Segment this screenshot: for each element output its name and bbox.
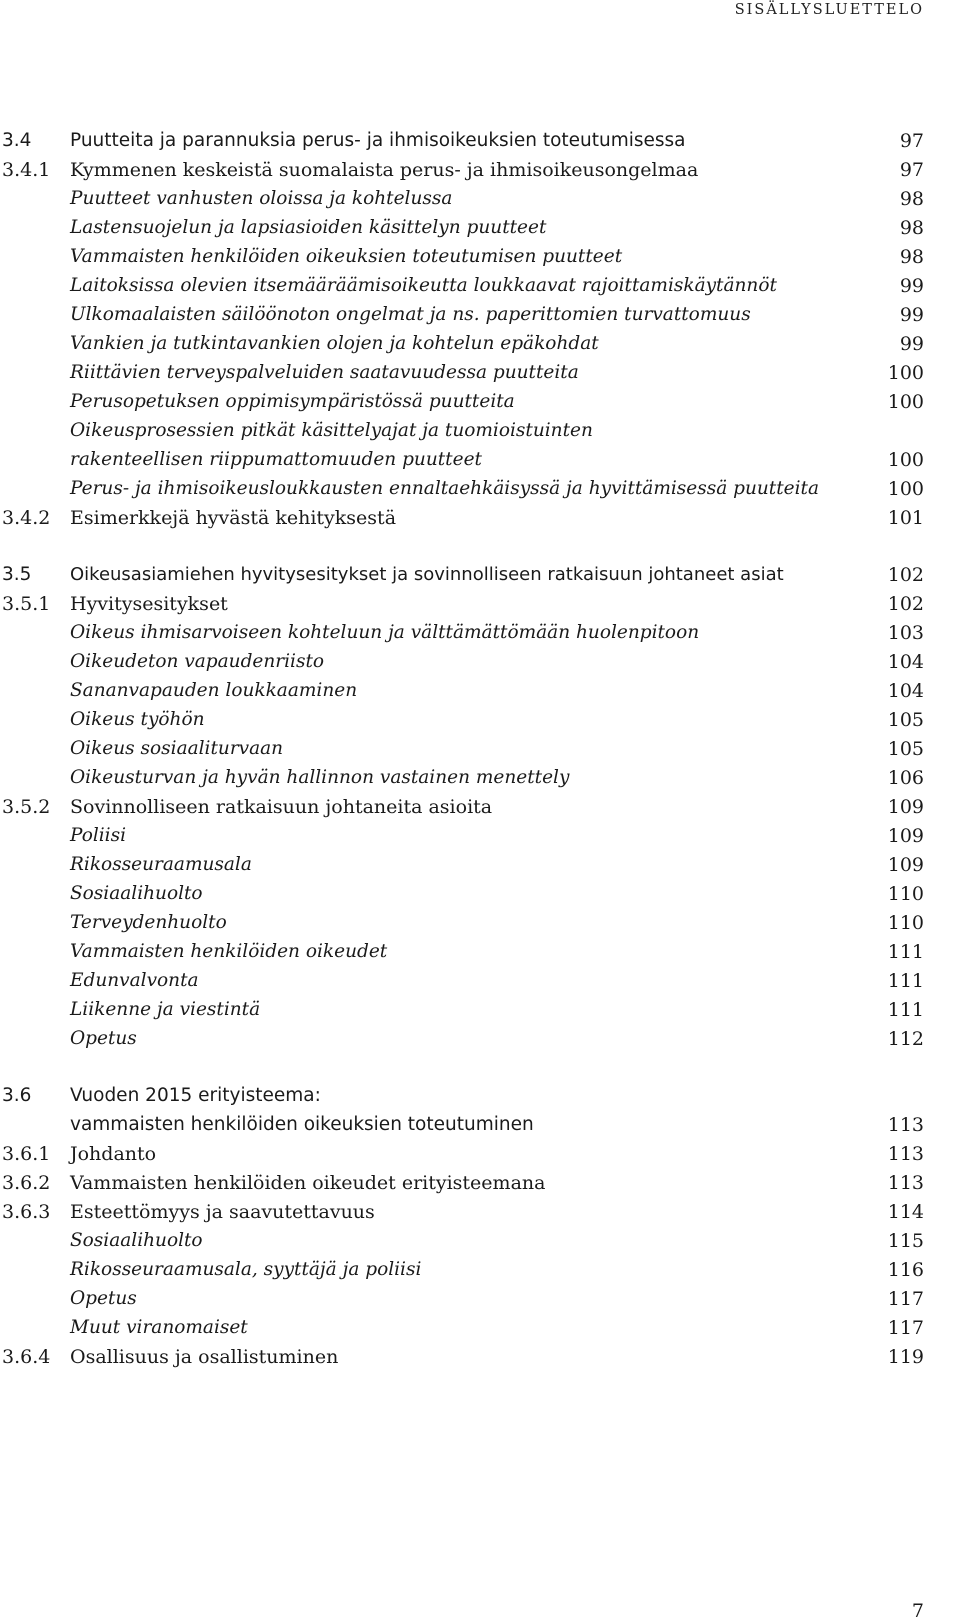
toc-page: 104 [887, 651, 924, 673]
toc-page: 100 [887, 362, 924, 384]
toc-title: Vammaisten henkilöiden oikeudet [70, 941, 388, 962]
toc-page: 97 [899, 130, 924, 152]
toc-subentry[interactable] [0, 647, 960, 677]
toc-entry-3-6-3[interactable] [0, 1197, 960, 1227]
toc-title: Riittävien terveyspalveluiden saatavuudessa puutteita [70, 362, 579, 383]
toc-entry-3-4-1[interactable] [0, 155, 960, 185]
toc-title: Sosiaalihuolto [70, 1230, 203, 1251]
toc-title: Vankien ja tutkintavankien olojen ja kohtelun epäkohdat [70, 333, 599, 354]
toc-page: 105 [887, 738, 924, 760]
toc-subentry[interactable] [0, 184, 960, 214]
toc-subentry[interactable] [0, 1255, 960, 1285]
toc-page: 100 [887, 391, 924, 413]
toc-entry-3-6-1[interactable] [0, 1139, 960, 1169]
toc-number: 3.6 [2, 1085, 32, 1106]
toc-entry-3-6-line1[interactable] [0, 1081, 960, 1111]
toc-page: 100 [887, 449, 924, 471]
toc-subentry[interactable] [0, 995, 960, 1025]
toc-title: Perusopetuksen oppimisympäristössä puutteita [70, 391, 515, 412]
toc-title: Terveydenhuolto [70, 912, 227, 933]
toc-page: 98 [899, 188, 924, 210]
toc-subentry[interactable] [0, 242, 960, 272]
toc-page: 100 [887, 478, 924, 500]
toc-subentry[interactable] [0, 358, 960, 388]
toc-title: Liikenne ja viestintä [70, 999, 261, 1020]
toc-page: 113 [887, 1143, 924, 1165]
toc-title: Puutteita ja parannuksia perus- ja ihmisoikeuksien toteutumisessa [70, 130, 686, 151]
toc-title: Osallisuus ja osallistuminen [70, 1346, 339, 1368]
toc-title: Muut viranomaiset [70, 1317, 248, 1338]
toc-entry-3-5[interactable] [0, 560, 960, 590]
toc-title: Vuoden 2015 erityisteema: [70, 1085, 321, 1106]
toc-page: 102 [887, 564, 924, 586]
toc-page: 106 [887, 767, 924, 789]
toc-title: rakenteellisen riippumattomuuden puutteet [70, 449, 482, 470]
toc-title: Johdanto [70, 1143, 157, 1165]
toc-page: 97 [899, 159, 924, 181]
toc-title: Oikeus työhön [70, 709, 205, 730]
toc-page: 109 [887, 825, 924, 847]
toc-subentry-line2[interactable] [0, 445, 960, 475]
toc-subentry[interactable] [0, 1284, 960, 1314]
toc-subentry[interactable] [0, 1024, 960, 1054]
toc-number: 3.6.3 [2, 1201, 51, 1223]
toc-subentry[interactable] [0, 300, 960, 330]
toc-page: 111 [887, 999, 924, 1021]
toc-entry-3-4[interactable] [0, 126, 960, 156]
toc-page: 105 [887, 709, 924, 731]
toc-subentry[interactable] [0, 734, 960, 764]
toc-page: 113 [887, 1172, 924, 1194]
toc-page: 98 [899, 217, 924, 239]
toc-page: 99 [899, 333, 924, 355]
toc-subentry[interactable] [0, 821, 960, 851]
toc-page: 111 [887, 941, 924, 963]
toc-subentry[interactable] [0, 966, 960, 996]
toc-page: 117 [887, 1317, 924, 1339]
toc-page: 98 [899, 246, 924, 268]
toc-title: Ulkomaalaisten säilöönoton ongelmat ja ns. paperittomien turvattomuus [70, 304, 751, 325]
toc-title: Sosiaalihuolto [70, 883, 203, 904]
toc-page: 102 [887, 593, 924, 615]
toc-subentry[interactable] [0, 937, 960, 967]
toc-title: Oikeudeton vapaudenriisto [70, 651, 325, 672]
toc-entry-3-6-2[interactable] [0, 1168, 960, 1198]
toc-number: 3.6.1 [2, 1143, 51, 1165]
toc-title: Oikeus sosiaaliturvaan [70, 738, 284, 759]
toc-page: 104 [887, 680, 924, 702]
toc-title: Perus- ja ihmisoikeusloukkausten ennaltaehkäisyssä ja hyvittämisessä puutteita [70, 478, 820, 499]
toc-entry-3-5-1[interactable] [0, 589, 960, 619]
toc-subentry-line1[interactable] [0, 416, 960, 446]
toc-page: 111 [887, 970, 924, 992]
toc-page: 110 [887, 912, 924, 934]
running-header: SISÄLLYSLUETTELO [734, 2, 924, 18]
toc-title: Vammaisten henkilöiden oikeuksien toteutumisen puutteet [70, 246, 623, 267]
toc-entry-3-6-line2[interactable] [0, 1110, 960, 1140]
toc-page: 116 [887, 1259, 924, 1281]
toc-title: Hyvitysesitykset [70, 593, 228, 615]
toc-title: Edunvalvonta [70, 970, 199, 991]
toc-title: Oikeusasiamiehen hyvitysesitykset ja sovinnolliseen ratkaisuun johtaneet asiat [70, 564, 784, 585]
page-number: 7 [911, 1600, 924, 1622]
toc-title: Opetus [70, 1028, 137, 1049]
toc-title: Oikeus ihmisarvoiseen kohteluun ja välttämättömään huolenpitoon [70, 622, 700, 643]
toc-page: 109 [887, 854, 924, 876]
toc-number: 3.5.2 [2, 796, 51, 818]
toc-subentry[interactable] [0, 908, 960, 938]
toc-subentry[interactable] [0, 850, 960, 880]
toc-subentry[interactable] [0, 213, 960, 243]
toc-number: 3.5.1 [2, 593, 51, 615]
toc-page: 109 [887, 796, 924, 818]
toc-title: Sananvapauden loukkaaminen [70, 680, 358, 701]
toc-subentry[interactable] [0, 474, 960, 504]
toc-page: 99 [899, 275, 924, 297]
toc-title: vammaisten henkilöiden oikeuksien toteutuminen [70, 1114, 534, 1135]
toc-entry-3-4-2[interactable] [0, 503, 960, 533]
toc-page: 115 [887, 1230, 924, 1252]
toc-number: 3.4.1 [2, 159, 51, 181]
toc-page: 117 [887, 1288, 924, 1310]
toc-subentry[interactable] [0, 763, 960, 793]
toc-page: 103 [887, 622, 924, 644]
toc-subentry[interactable] [0, 1313, 960, 1343]
toc-title: Lastensuojelun ja lapsiasioiden käsittelyn puutteet [70, 217, 547, 238]
toc-subentry[interactable] [0, 387, 960, 417]
toc-page: 110 [887, 883, 924, 905]
toc-number: 3.4.2 [2, 507, 51, 529]
toc-title: Kymmenen keskeistä suomalaista perus- ja ihmisoikeusongelmaa [70, 159, 699, 181]
toc-title: Opetus [70, 1288, 137, 1309]
toc-number: 3.6.2 [2, 1172, 51, 1194]
toc-number: 3.5 [2, 564, 32, 585]
toc-title: Esimerkkejä hyvästä kehityksestä [70, 507, 397, 529]
toc-page: 119 [887, 1346, 924, 1368]
toc-subentry[interactable] [0, 271, 960, 301]
toc-page: 114 [887, 1201, 924, 1223]
toc-entry-3-6-4[interactable] [0, 1342, 960, 1372]
toc-title: Laitoksissa olevien itsemääräämisoikeutta loukkaavat rajoittamiskäytännöt [70, 275, 777, 296]
toc-title: Vammaisten henkilöiden oikeudet erityisteemana [70, 1172, 546, 1194]
toc-page: 101 [887, 507, 924, 529]
toc-page: 113 [887, 1114, 924, 1136]
toc-page: 112 [887, 1028, 924, 1050]
toc-title: Esteettömyys ja saavutettavuus [70, 1201, 375, 1223]
toc-title: Poliisi [70, 825, 126, 846]
toc-entry-3-5-2[interactable] [0, 792, 960, 822]
toc-subentry[interactable] [0, 1226, 960, 1256]
toc-title: Puutteet vanhusten oloissa ja kohtelussa [70, 188, 453, 209]
toc-title: Oikeusturvan ja hyvän hallinnon vastainen menettely [70, 767, 570, 788]
toc-subentry[interactable] [0, 676, 960, 706]
toc-title: Oikeusprosessien pitkät käsittelyajat ja tuomioistuinten [70, 420, 593, 441]
toc-page: 99 [899, 304, 924, 326]
toc-subentry[interactable] [0, 879, 960, 909]
toc-title: Sovinnolliseen ratkaisuun johtaneita asioita [70, 796, 493, 818]
toc-number: 3.4 [2, 130, 32, 151]
toc-number: 3.6.4 [2, 1346, 51, 1368]
toc-title: Rikosseuraamusala [70, 854, 252, 875]
toc-subentry[interactable] [0, 329, 960, 359]
toc-title: Rikosseuraamusala, syyttäjä ja poliisi [70, 1259, 422, 1280]
toc-subentry[interactable] [0, 705, 960, 735]
toc-subentry[interactable] [0, 618, 960, 648]
